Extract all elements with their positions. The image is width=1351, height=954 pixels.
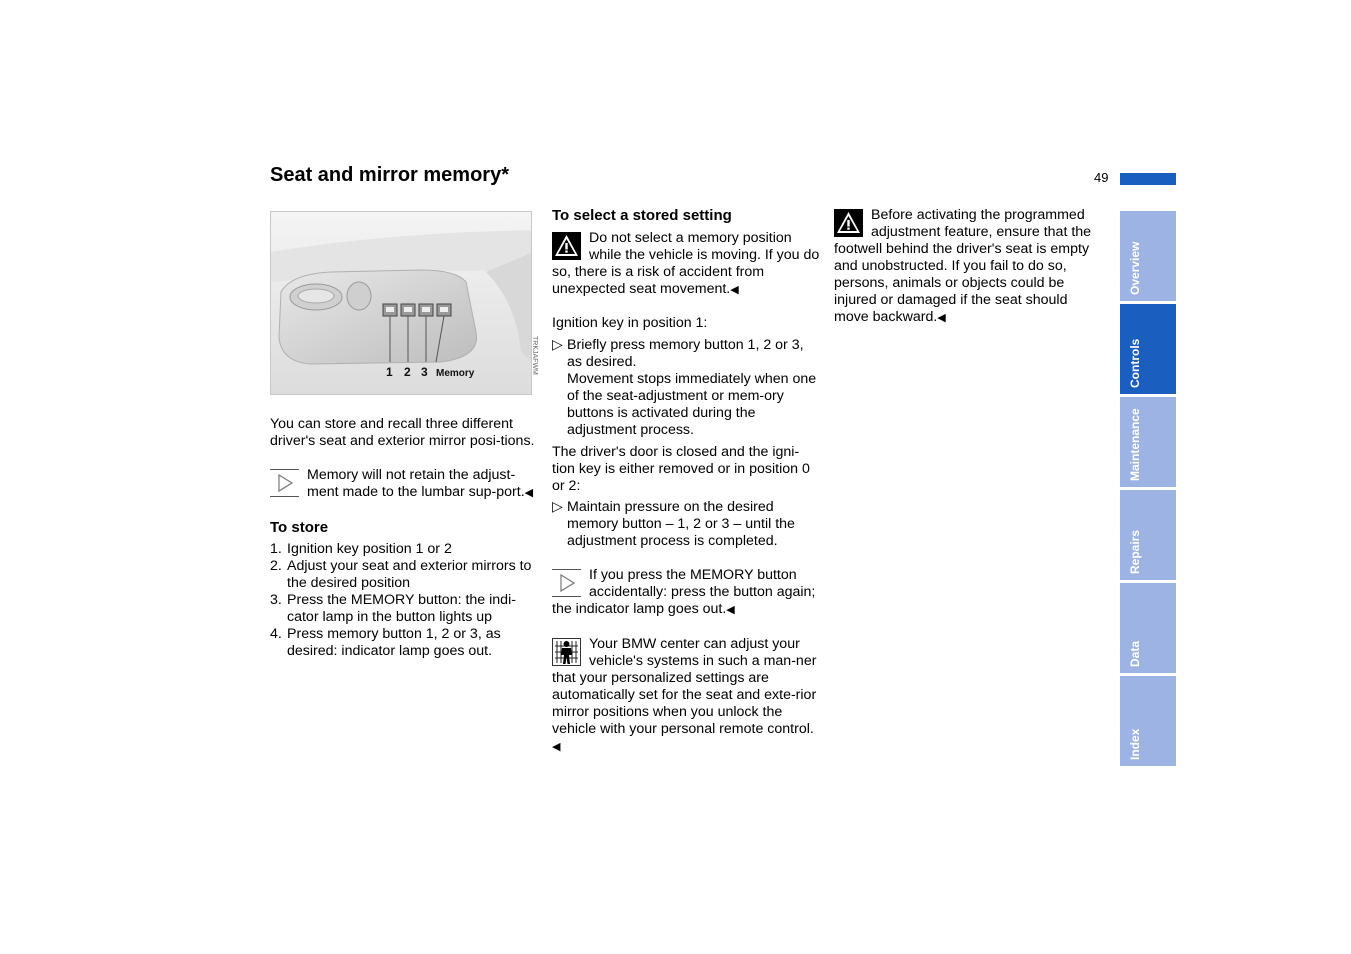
figure-id: TRKJAFWM [531, 336, 538, 375]
end-mark-icon: ◀ [726, 604, 735, 616]
warning-icon [552, 232, 581, 260]
warning-icon [834, 209, 863, 237]
moving-warning-text: Do not select a memory position while the vehicle is moving. If you do so, there is a risk of accident from unexpected seat movement. [552, 230, 820, 297]
arrow-bullet-icon: ▷ [552, 499, 563, 515]
service-note [552, 636, 822, 756]
end-mark-icon: ◀ [524, 487, 534, 499]
footwell-warning-text: Before activating the programmed adjustment feature, ensure that the footwell behind the driver's seat is empty and unobstructed. If you fail to do so, persons, animals or objects could be injured or damaged if the seat should move backward. [834, 207, 1092, 325]
door-text: The driver's door is closed and the igni-tion key is either removed or in position 0 or 2: [552, 444, 810, 494]
tab-overview[interactable]: Overview [1120, 211, 1176, 301]
memory-button-note [552, 567, 822, 619]
ignition-text: Ignition key in position 1: [552, 315, 708, 331]
page-title: Seat and mirror memory* [270, 164, 509, 186]
tab-data[interactable]: Data [1120, 583, 1176, 673]
figure-label-2: 2 [404, 365, 411, 379]
store-heading: To store [270, 519, 329, 536]
column-3 [834, 207, 1104, 327]
service-note-text: Your BMW center can adjust your vehicle's systems in such a man-ner that your personalized settings are automatically set for the seat and exte-rior mirror positions when you unlock the vehicle with your personal remote control. [552, 636, 817, 737]
list-item: 1. Ignition key position 1 or 2 [270, 541, 452, 557]
lumbar-note-text: Memory will not retain the adjust-ment made to the lumbar sup-port. [307, 467, 525, 500]
list-item: ▷ Maintain pressure on the desired memory button – 1, 2 or 3 – until the adjustment process is completed. [552, 499, 795, 549]
list-item: 3. Press the MEMORY button: the indi-cator lamp in the button lights up [270, 592, 516, 625]
figure-label-1: 1 [386, 365, 393, 379]
store-steps [270, 541, 540, 660]
list-item: 2. Adjust your seat and exterior mirrors to the desired position [270, 558, 532, 591]
note-arrow-icon [270, 469, 299, 497]
seat-control-illustration [271, 212, 532, 395]
tab-index[interactable]: Index [1120, 676, 1176, 766]
lumbar-note [270, 467, 540, 502]
column-2 [552, 207, 822, 756]
select-heading: To select a stored setting [552, 207, 732, 224]
figure-label-3: 3 [421, 365, 428, 379]
seat-memory-figure [270, 211, 532, 395]
page-number: 49 [1094, 170, 1109, 185]
service-person-icon [552, 638, 581, 666]
figure-label-memory: Memory [436, 368, 475, 379]
moving-warning [552, 230, 822, 299]
section-tabs [1120, 211, 1176, 769]
end-mark-icon: ◀ [730, 284, 739, 296]
footwell-warning [834, 207, 1104, 327]
end-mark-icon: ◀ [552, 741, 561, 753]
arrow-bullet-icon: ▷ [552, 337, 563, 353]
tab-maintenance[interactable]: Maintenance [1120, 397, 1176, 487]
end-mark-icon: ◀ [937, 312, 946, 324]
list-item: 4. Press memory button 1, 2 or 3, as desired: indicator lamp goes out. [270, 626, 501, 659]
page-number-bar [1120, 173, 1176, 185]
list-item: ▷ Briefly press memory button 1, 2 or 3, as desired. Movement stops immediately when one of the seat-adjustment or mem-ory buttons is activated during the adjustment process. [552, 337, 817, 438]
tab-controls[interactable]: Controls [1120, 304, 1176, 394]
column-1 [270, 416, 540, 660]
intro-text: You can store and recall three different driver's seat and exterior mirror posi-tions. [270, 416, 535, 449]
memory-button-note-text: If you press the MEMORY button accidentally: press the button again; the indicator lamp goes out. [552, 567, 816, 617]
tab-repairs[interactable]: Repairs [1120, 490, 1176, 580]
note-arrow-icon [552, 569, 581, 597]
